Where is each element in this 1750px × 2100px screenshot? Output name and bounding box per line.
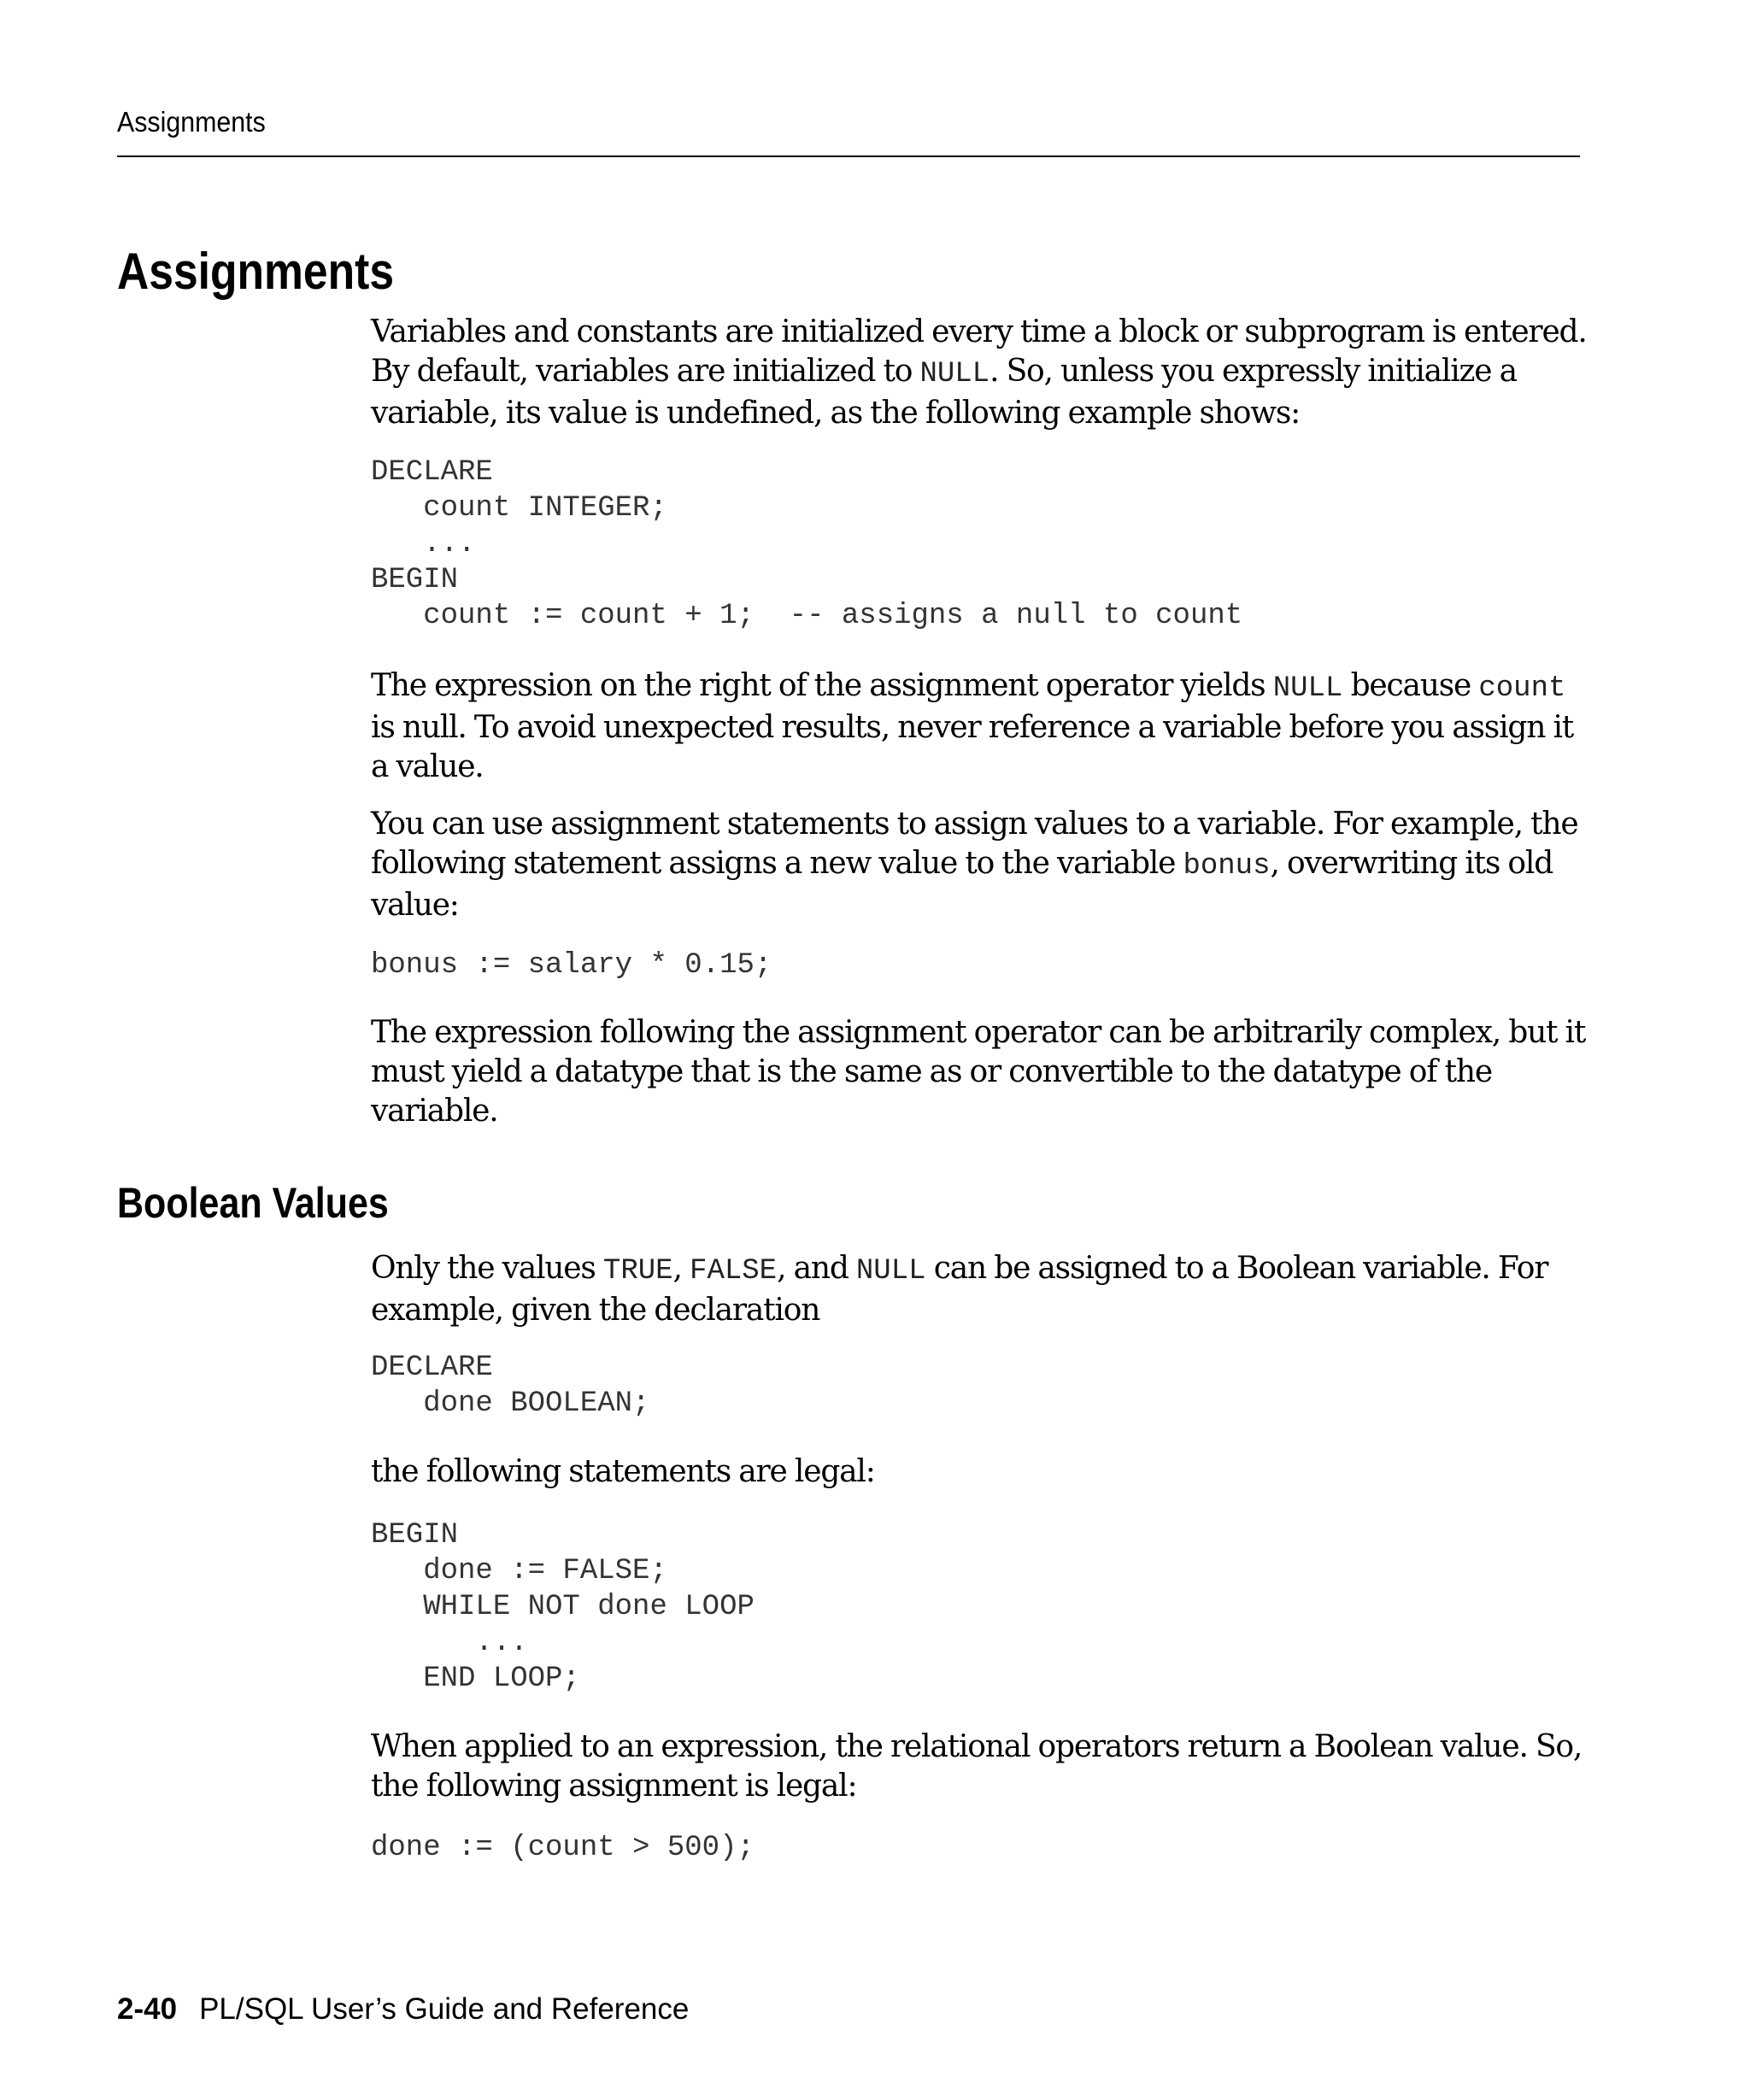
inline-code: count <box>1478 672 1566 705</box>
inline-code: bonus <box>1183 850 1271 883</box>
header-rule <box>117 155 1580 157</box>
code-line: done BOOLEAN; <box>371 1387 650 1420</box>
section-heading: Assignments <box>117 243 395 300</box>
code-line: BEGIN <box>371 1519 459 1552</box>
running-header: Assignments <box>117 106 266 138</box>
code-block-declare-count <box>371 455 1242 634</box>
inline-code: TRUE <box>602 1255 673 1288</box>
code-block-done-assignment: done := (count > 500); <box>371 1832 755 1864</box>
subsection-heading: Boolean Values <box>117 1179 389 1227</box>
code-line: WHILE NOT done LOOP <box>371 1591 755 1623</box>
code-block-bonus: bonus := salary * 0.15; <box>371 949 772 982</box>
code-block-declare-done <box>371 1350 649 1422</box>
inline-code: NULL <box>919 358 990 390</box>
assignment-statement-paragraph: You can use assignment statements to assign values to a variable. For example, the following statement assigns a new value to the variable bonus, overwriting its old value: <box>371 807 1578 923</box>
book-title: PL/SQL User’s Guide and Reference <box>199 1992 690 2026</box>
page-footer <box>117 1992 689 2027</box>
code-line: DECLARE <box>371 456 493 489</box>
inline-code: NULL <box>1272 672 1343 705</box>
code-line: DECLARE <box>371 1352 493 1384</box>
legal-statements-paragraph: the following statements are legal: <box>371 1454 875 1489</box>
page-number: 2-40 <box>117 1992 178 2026</box>
null-explanation-paragraph: The expression on the right of the assignment operator yields NULL because count is null. To avoid unexpected results, never reference a variable before you assign it a value. <box>371 668 1574 784</box>
code-line: count := count + 1; -- assigns a null to count <box>371 600 1243 632</box>
code-block-loop <box>371 1517 755 1697</box>
code-line: END LOOP; <box>371 1663 580 1695</box>
code-line: ... <box>371 1627 528 1659</box>
code-line: ... <box>371 528 476 560</box>
inline-code: FALSE <box>690 1255 778 1288</box>
code-line: count INTEGER; <box>371 492 667 525</box>
expression-datatype-paragraph: The expression following the assignment operator can be arbitrarily complex, but it must yield a datatype that is the same as or convertible to the datatype of the variable. <box>371 1015 1586 1129</box>
code-line: BEGIN <box>371 564 459 596</box>
intro-paragraph: Variables and constants are initialized every time a block or subprogram is entered. By default, variables are initialized to NULL. So, unless you expressly initialize a variable, its value is undefined, as the following example shows: <box>371 314 1587 431</box>
relational-operators-paragraph: When applied to an expression, the relational operators return a Boolean value. So, the following assignment is legal: <box>371 1729 1583 1804</box>
inline-code: NULL <box>855 1255 926 1288</box>
code-line: done := FALSE; <box>371 1555 667 1587</box>
boolean-intro-paragraph: Only the values TRUE, FALSE, and NULL can be assigned to a Boolean variable. For example, given the declaration <box>371 1251 1548 1328</box>
